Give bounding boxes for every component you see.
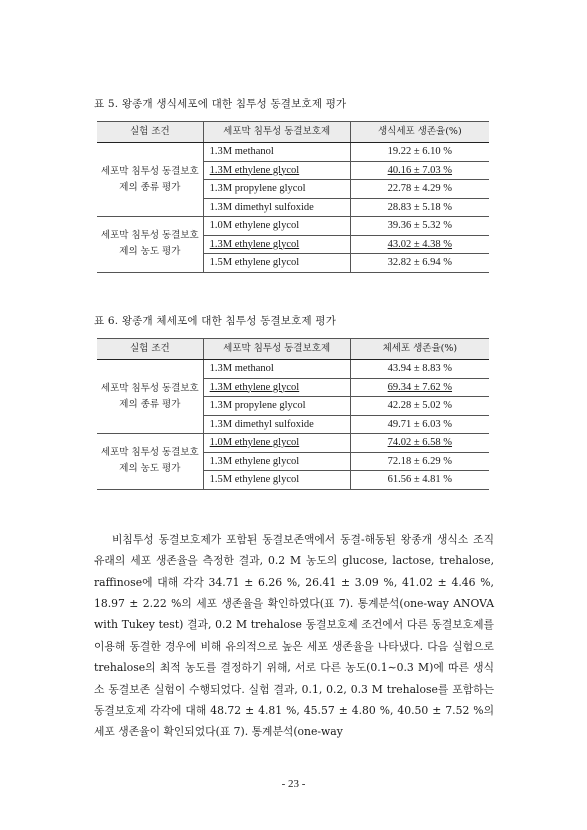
table6-header-survival: 체세포 생존율(%): [350, 339, 489, 360]
table5: [97, 121, 489, 273]
table-cell-agent: 1.3M methanol: [203, 143, 350, 162]
table-cell-value: 19.22 ± 6.10 %: [350, 143, 489, 162]
table5-header-agent: 세포막 침투성 동결보호제: [203, 122, 350, 143]
table-cell-value: 28.83 ± 5.18 %: [350, 198, 489, 217]
table5-group-concentration: 세포막 침투성 동결보호제의 농도 평가: [97, 217, 203, 273]
table-cell-value: 74.02 ± 6.58 %: [350, 434, 489, 453]
table-cell-value: 40.16 ± 7.03 %: [350, 161, 489, 180]
table-row: [97, 434, 489, 453]
table-cell-value: 61.56 ± 4.81 %: [350, 471, 489, 490]
table-cell-agent: 1.3M propylene glycol: [203, 397, 350, 416]
table-row: [97, 143, 489, 162]
table5-group-type: 세포막 침투성 동결보호제의 종류 평가: [97, 143, 203, 217]
table-cell-value: 39.36 ± 5.32 %: [350, 217, 489, 236]
table6-header-row: [97, 339, 489, 360]
table-cell-value: 69.34 ± 7.62 %: [350, 378, 489, 397]
table-cell-agent: 1.0M ethylene glycol: [203, 217, 350, 236]
table-cell-value: 43.94 ± 8.83 %: [350, 360, 489, 379]
table-cell-agent: 1.3M ethylene glycol: [203, 235, 350, 254]
table-cell-agent: 1.3M dimethyl sulfoxide: [203, 198, 350, 217]
table6-header-condition: 실험 조건: [97, 339, 203, 360]
table-row: [97, 360, 489, 379]
table-cell-value: 49.71 ± 6.03 %: [350, 415, 489, 434]
table-cell-agent: 1.3M propylene glycol: [203, 180, 350, 199]
table-row: [97, 217, 489, 236]
table-cell-value: 42.28 ± 5.02 %: [350, 397, 489, 416]
table-cell-agent: 1.3M methanol: [203, 360, 350, 379]
table-cell-value: 72.18 ± 6.29 %: [350, 452, 489, 471]
table6-header-agent: 세포막 침투성 동결보호제: [203, 339, 350, 360]
table5-caption: 표 5. 왕종개 생식세포에 대한 침투성 동결보호제 평가: [94, 98, 347, 110]
table6: [97, 338, 489, 490]
table5-header-row: [97, 122, 489, 143]
table-cell-value: 22.78 ± 4.29 %: [350, 180, 489, 199]
table5-header-condition: 실험 조건: [97, 122, 203, 143]
table5-header-survival: 생식세포 생존율(%): [350, 122, 489, 143]
table-cell-value: 43.02 ± 4.38 %: [350, 235, 489, 254]
table6-group-type: 세포막 침투성 동결보호제의 종류 평가: [97, 360, 203, 434]
table-cell-agent: 1.3M ethylene glycol: [203, 161, 350, 180]
table-cell-agent: 1.0M ethylene glycol: [203, 434, 350, 453]
table-cell-agent: 1.3M ethylene glycol: [203, 378, 350, 397]
table-cell-agent: 1.3M ethylene glycol: [203, 452, 350, 471]
table-cell-agent: 1.5M ethylene glycol: [203, 254, 350, 273]
page-number: - 23 -: [281, 778, 306, 790]
table-cell-agent: 1.5M ethylene glycol: [203, 471, 350, 490]
table6-caption: 표 6. 왕종개 체세포에 대한 침투성 동결보호제 평가: [94, 315, 337, 327]
table6-group-concentration: 세포막 침투성 동결보호제의 농도 평가: [97, 434, 203, 490]
table-cell-value: 32.82 ± 6.94 %: [350, 254, 489, 273]
table-cell-agent: 1.3M dimethyl sulfoxide: [203, 415, 350, 434]
body-paragraph: 비침투성 동결보호제가 포함된 동결보존액에서 동결-해동된 왕종개 생식소 조직 유래의 세포 생존율을 측정한 결과, 0.2 M 농도의 glucose, lactose, trehalose, raffinose에 대해 각각 34.71 ± 6.26 %, 26.41 ± 3.09 %, 41.02 ± 4.46 %, 18.97 ± 2.22 %의 세포 생존율을 확인하였다(표 7). 통계분석(one-way ANOVA with Tukey test) 결과, 0.2 M trehalose 동결보호제 조건에서 다른 동결보호제를 이용해 동결한 경우에 비해 유의적으로 높은 세포 생존율을 나타냈다. 다음 실험으로 trehalose의 최적 농도를 결정하기 위해, 서로 다른 농도(0.1∼0.3 M)에 따른 생식소 동결보존 실험이 수행되었다. 실험 결과, 0.1, 0.2, 0.3 M trehalose를 포함하는 동결보호제 각각에 대해 48.72 ± 4.81 %, 45.57 ± 4.80 %, 40.50 ± 7.52 %의 세포 생존율이 확인되었다(표 7). 통계분석(one-way: [94, 532, 494, 739]
